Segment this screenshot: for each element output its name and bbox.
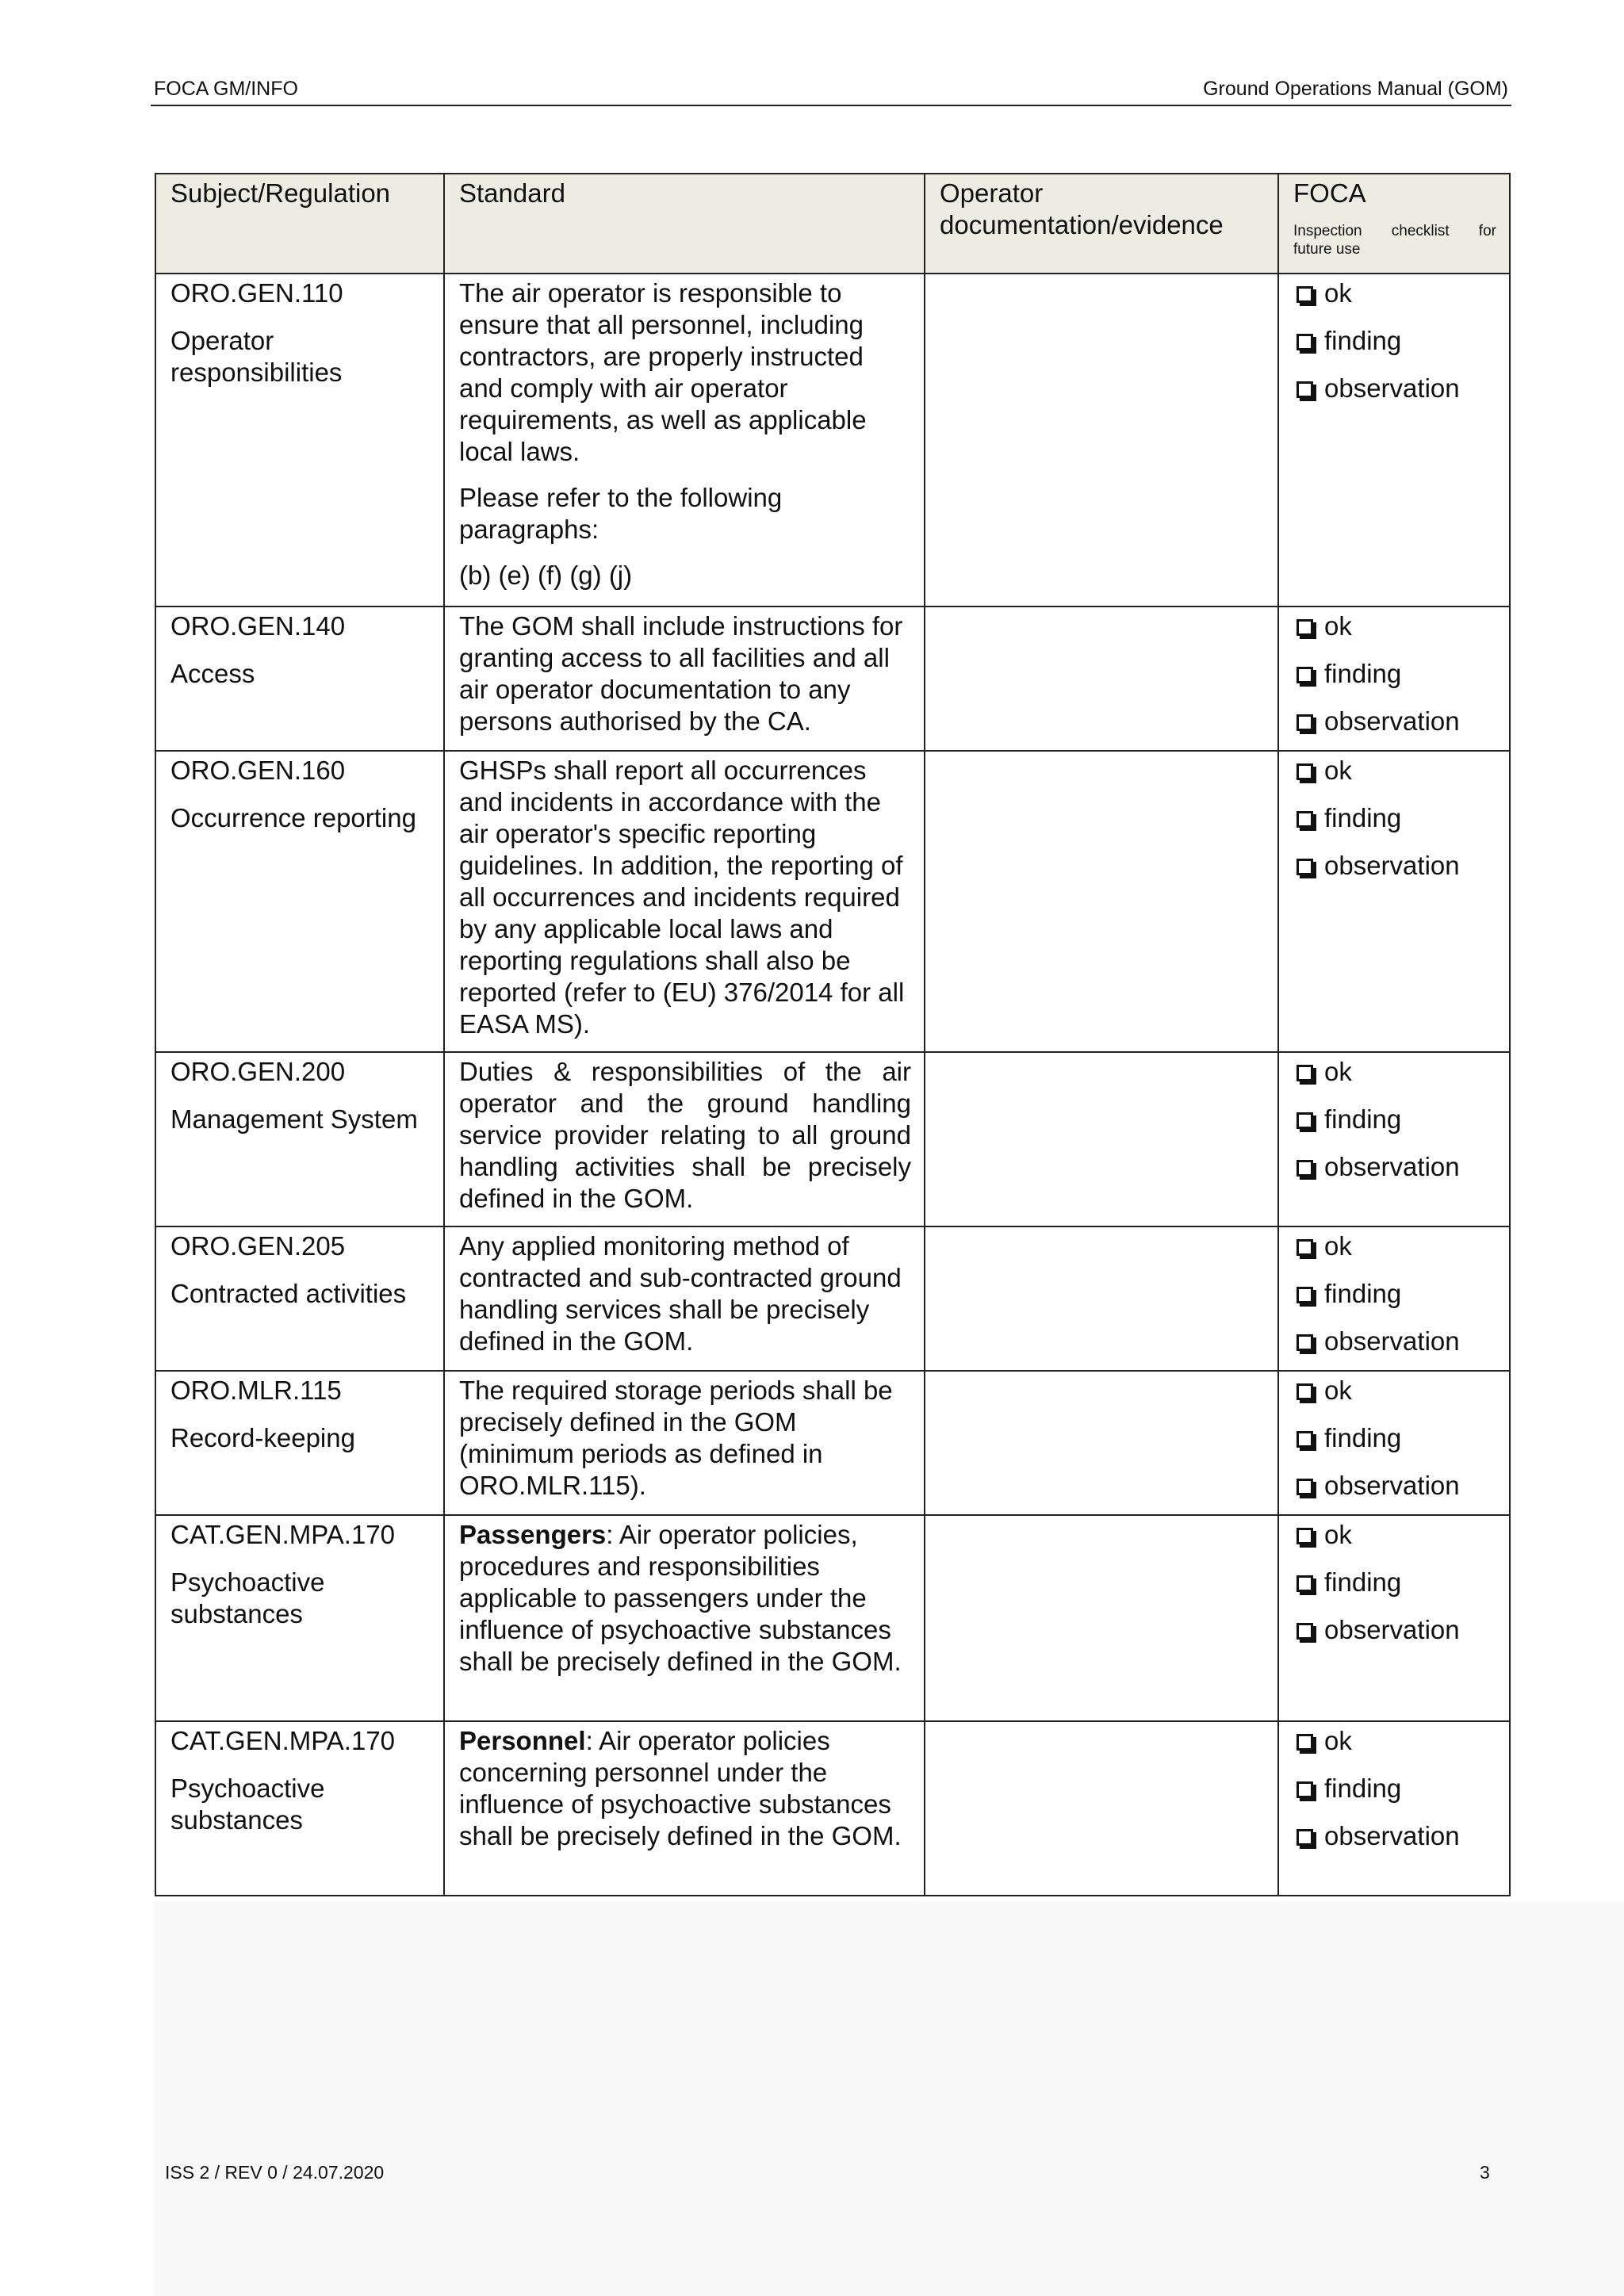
checkbox-icon xyxy=(1297,1734,1313,1751)
checkbox-observation[interactable] xyxy=(1293,1614,1496,1646)
header-doc-id: FOCA GM/INFO xyxy=(154,78,298,100)
checkbox-observation[interactable] xyxy=(1293,1820,1496,1852)
checkbox-ok[interactable] xyxy=(1293,1230,1496,1262)
checkbox-finding[interactable] xyxy=(1293,1278,1496,1310)
regulation-title: Management System xyxy=(170,1104,418,1134)
checkbox-icon xyxy=(1297,1112,1313,1129)
table-row xyxy=(155,1371,1510,1515)
subject-cell xyxy=(155,607,444,751)
checkbox-label: ok xyxy=(1324,611,1352,641)
regulation-code: ORO.MLR.115 xyxy=(170,1376,342,1405)
checkbox-label: ok xyxy=(1324,1231,1352,1261)
checkbox-icon xyxy=(1297,1239,1313,1256)
table-row xyxy=(155,1052,1510,1226)
regulation-title: Record-keeping xyxy=(170,1423,355,1452)
checkbox-icon xyxy=(1297,1160,1313,1177)
checkbox-icon xyxy=(1297,714,1313,731)
operator-evidence-cell[interactable] xyxy=(925,1371,1278,1515)
checkbox-label: ok xyxy=(1324,1057,1352,1086)
checkbox-observation[interactable] xyxy=(1293,1470,1496,1502)
regulation-title: Psychoactive substances xyxy=(170,1567,325,1628)
foca-sub-word: future use xyxy=(1293,241,1361,258)
foca-sub-word: Inspection xyxy=(1293,223,1362,239)
header-operator-evidence: Operator documentation/evidence xyxy=(925,174,1278,274)
checkbox-observation[interactable] xyxy=(1293,1151,1496,1183)
header-standard: Standard xyxy=(444,174,925,274)
regulation-title: Psychoactive substances xyxy=(170,1774,325,1835)
standard-text: The required storage periods shall be precisely defined in the GOM (minimum periods as defined in ORO.MLR.115). xyxy=(459,1376,893,1500)
checkbox-icon xyxy=(1297,334,1313,350)
checkbox-icon xyxy=(1297,1781,1313,1798)
standard-cell xyxy=(444,1371,925,1515)
foca-cell xyxy=(1278,274,1510,607)
checkbox-icon xyxy=(1297,381,1313,398)
checkbox-label: observation xyxy=(1324,1615,1460,1644)
foca-cell xyxy=(1278,1371,1510,1515)
checkbox-label: finding xyxy=(1324,1567,1402,1597)
regulation-code: ORO.GEN.205 xyxy=(170,1231,346,1261)
regulation-title: Contracted activities xyxy=(170,1279,407,1308)
checkbox-label: finding xyxy=(1324,659,1402,688)
checkbox-icon xyxy=(1297,811,1313,828)
checkbox-observation[interactable] xyxy=(1293,706,1496,737)
checkbox-label: finding xyxy=(1324,1774,1402,1803)
checkbox-label: observation xyxy=(1324,1821,1460,1850)
subject-cell xyxy=(155,1515,444,1721)
checkbox-label: ok xyxy=(1324,1726,1352,1755)
checkbox-label: ok xyxy=(1324,756,1352,785)
standard-text: (b) (e) (f) (g) (j) xyxy=(459,561,633,590)
foca-sub-word: for xyxy=(1478,223,1496,239)
regulation-code: ORO.GEN.160 xyxy=(170,756,346,785)
checkbox-icon xyxy=(1297,859,1313,875)
checkbox-label: observation xyxy=(1324,1152,1460,1181)
page-header xyxy=(151,76,1511,106)
operator-evidence-cell[interactable] xyxy=(925,274,1278,607)
standard-cell xyxy=(444,1052,925,1226)
scan-shade xyxy=(153,1901,1624,2296)
checkbox-ok[interactable] xyxy=(1293,1375,1496,1406)
foca-sub-word: checklist xyxy=(1391,223,1450,239)
subject-cell xyxy=(155,1226,444,1371)
checkbox-observation[interactable] xyxy=(1293,373,1496,404)
checkbox-finding[interactable] xyxy=(1293,1422,1496,1454)
regulation-title: Operator responsibilities xyxy=(170,326,343,387)
foca-cell xyxy=(1278,1226,1510,1371)
foca-cell xyxy=(1278,1721,1510,1896)
checkbox-icon xyxy=(1297,286,1313,303)
regulation-code: CAT.GEN.MPA.170 xyxy=(170,1726,396,1755)
checkbox-label: observation xyxy=(1324,851,1460,880)
checkbox-ok[interactable] xyxy=(1293,1725,1496,1757)
standard-text: The GOM shall include instructions for granting access to all facilities and all air operator documentation to any persons authorised by the CA. xyxy=(459,611,903,736)
checkbox-label: finding xyxy=(1324,1279,1402,1308)
regulation-code: ORO.GEN.200 xyxy=(170,1057,346,1086)
regulation-title: Occurrence reporting xyxy=(170,803,416,832)
checkbox-ok[interactable] xyxy=(1293,1056,1496,1088)
foca-cell xyxy=(1278,1052,1510,1226)
subject-cell xyxy=(155,274,444,607)
checkbox-label: finding xyxy=(1324,1104,1402,1134)
checkbox-icon xyxy=(1297,1528,1313,1544)
standard-emphasis: Personnel xyxy=(459,1726,586,1755)
checkbox-label: observation xyxy=(1324,1326,1460,1356)
table-row xyxy=(155,1721,1510,1896)
checkbox-ok[interactable] xyxy=(1293,755,1496,786)
checkbox-ok[interactable] xyxy=(1293,277,1496,309)
checkbox-finding[interactable] xyxy=(1293,802,1496,834)
subject-cell xyxy=(155,1721,444,1896)
checkbox-icon xyxy=(1297,1431,1313,1448)
checkbox-label: ok xyxy=(1324,1520,1352,1549)
foca-cell xyxy=(1278,607,1510,751)
regulation-code: CAT.GEN.MPA.170 xyxy=(170,1520,396,1549)
checkbox-icon xyxy=(1297,1287,1313,1303)
checkbox-observation[interactable] xyxy=(1293,1326,1496,1357)
standard-cell xyxy=(444,1515,925,1721)
header-foca-subtitle xyxy=(1293,222,1496,258)
standard-text: : Air operator policies, procedures and responsibilities applicable to passengers under the influence of psychoactive substances shall be precisely defined in the GOM. xyxy=(459,1520,902,1676)
standard-text: GHSPs shall report all occurrences and incidents in accordance with the air operator's specific reporting guidelines. In addition, the reporting of all occurrences and incidents required by any applicable local laws and reporting regulations shall also be reported (refer to (EU) 376/2014 for all EASA MS). xyxy=(459,756,905,1039)
standard-text: Please refer to the following paragraphs: xyxy=(459,483,783,544)
operator-evidence-cell[interactable] xyxy=(925,1052,1278,1226)
standard-text: Duties & responsibilities of the air operator and the ground handling service provider relating to all ground handling activities shall be precisely defined in the GOM. xyxy=(459,1057,911,1213)
inspection-checklist-table xyxy=(155,173,1511,1896)
checkbox-icon xyxy=(1297,763,1313,780)
table-row xyxy=(155,1226,1510,1371)
checkbox-icon xyxy=(1297,667,1313,683)
header-foca-label: FOCA xyxy=(1293,178,1366,208)
table-header-row xyxy=(155,174,1510,274)
header-subject: Subject/Regulation xyxy=(155,174,444,274)
checkbox-label: observation xyxy=(1324,1471,1460,1500)
checkbox-icon xyxy=(1297,1479,1313,1495)
footer-revision: ISS 2 / REV 0 / 24.07.2020 xyxy=(165,2162,385,2183)
checkbox-observation[interactable] xyxy=(1293,850,1496,882)
checkbox-finding[interactable] xyxy=(1293,1773,1496,1804)
foca-cell xyxy=(1278,751,1510,1052)
table-row xyxy=(155,607,1510,751)
foca-cell xyxy=(1278,1515,1510,1721)
table-row xyxy=(155,751,1510,1052)
checkbox-finding[interactable] xyxy=(1293,325,1496,357)
checkbox-label: finding xyxy=(1324,1423,1402,1452)
standard-text: Any applied monitoring method of contracted and sub-contracted ground handling services shall be precisely defined in the GOM. xyxy=(459,1231,902,1356)
operator-evidence-cell[interactable] xyxy=(925,607,1278,751)
checkbox-finding[interactable] xyxy=(1293,1567,1496,1598)
checkbox-icon xyxy=(1297,1575,1313,1592)
standard-cell xyxy=(444,751,925,1052)
regulation-code: ORO.GEN.110 xyxy=(170,278,343,308)
checkbox-label: ok xyxy=(1324,1376,1352,1405)
checkbox-icon xyxy=(1297,619,1313,636)
subject-cell xyxy=(155,751,444,1052)
operator-evidence-cell[interactable] xyxy=(925,1515,1278,1721)
regulation-code: ORO.GEN.140 xyxy=(170,611,346,641)
standard-emphasis: Passengers xyxy=(459,1520,607,1549)
operator-evidence-cell[interactable] xyxy=(925,751,1278,1052)
table-row xyxy=(155,274,1510,607)
standard-cell xyxy=(444,274,925,607)
checkbox-label: finding xyxy=(1324,326,1402,355)
standard-cell xyxy=(444,1721,925,1896)
checkbox-icon xyxy=(1297,1334,1313,1351)
checkbox-finding[interactable] xyxy=(1293,1104,1496,1135)
checkbox-icon xyxy=(1297,1065,1313,1081)
operator-evidence-cell[interactable] xyxy=(925,1226,1278,1371)
checkbox-icon xyxy=(1297,1623,1313,1640)
standard-text: The air operator is responsible to ensure that all personnel, including contractors, are properly instructed and comply with air operator requirements, as well as applicable local laws. xyxy=(459,278,867,466)
checkbox-icon xyxy=(1297,1383,1313,1400)
checkbox-label: finding xyxy=(1324,803,1402,832)
standard-cell xyxy=(444,1226,925,1371)
header-doc-title: Ground Operations Manual (GOM) xyxy=(1203,78,1508,100)
checkbox-finding[interactable] xyxy=(1293,658,1496,690)
standard-text: : Air operator policies concerning personnel under the influence of psychoactive substances shall be precisely defined in the GOM. xyxy=(459,1726,902,1850)
subject-cell xyxy=(155,1052,444,1226)
header-foca xyxy=(1278,174,1510,274)
checkbox-label: observation xyxy=(1324,706,1460,736)
checkbox-label: observation xyxy=(1324,373,1460,403)
standard-cell xyxy=(444,607,925,751)
operator-evidence-cell[interactable] xyxy=(925,1721,1278,1896)
checkbox-ok[interactable] xyxy=(1293,1519,1496,1551)
checkbox-label: ok xyxy=(1324,278,1352,308)
subject-cell xyxy=(155,1371,444,1515)
checkbox-ok[interactable] xyxy=(1293,610,1496,642)
regulation-title: Access xyxy=(170,659,255,688)
table-row xyxy=(155,1515,1510,1721)
footer-page-number: 3 xyxy=(1480,2162,1490,2183)
checkbox-icon xyxy=(1297,1829,1313,1846)
